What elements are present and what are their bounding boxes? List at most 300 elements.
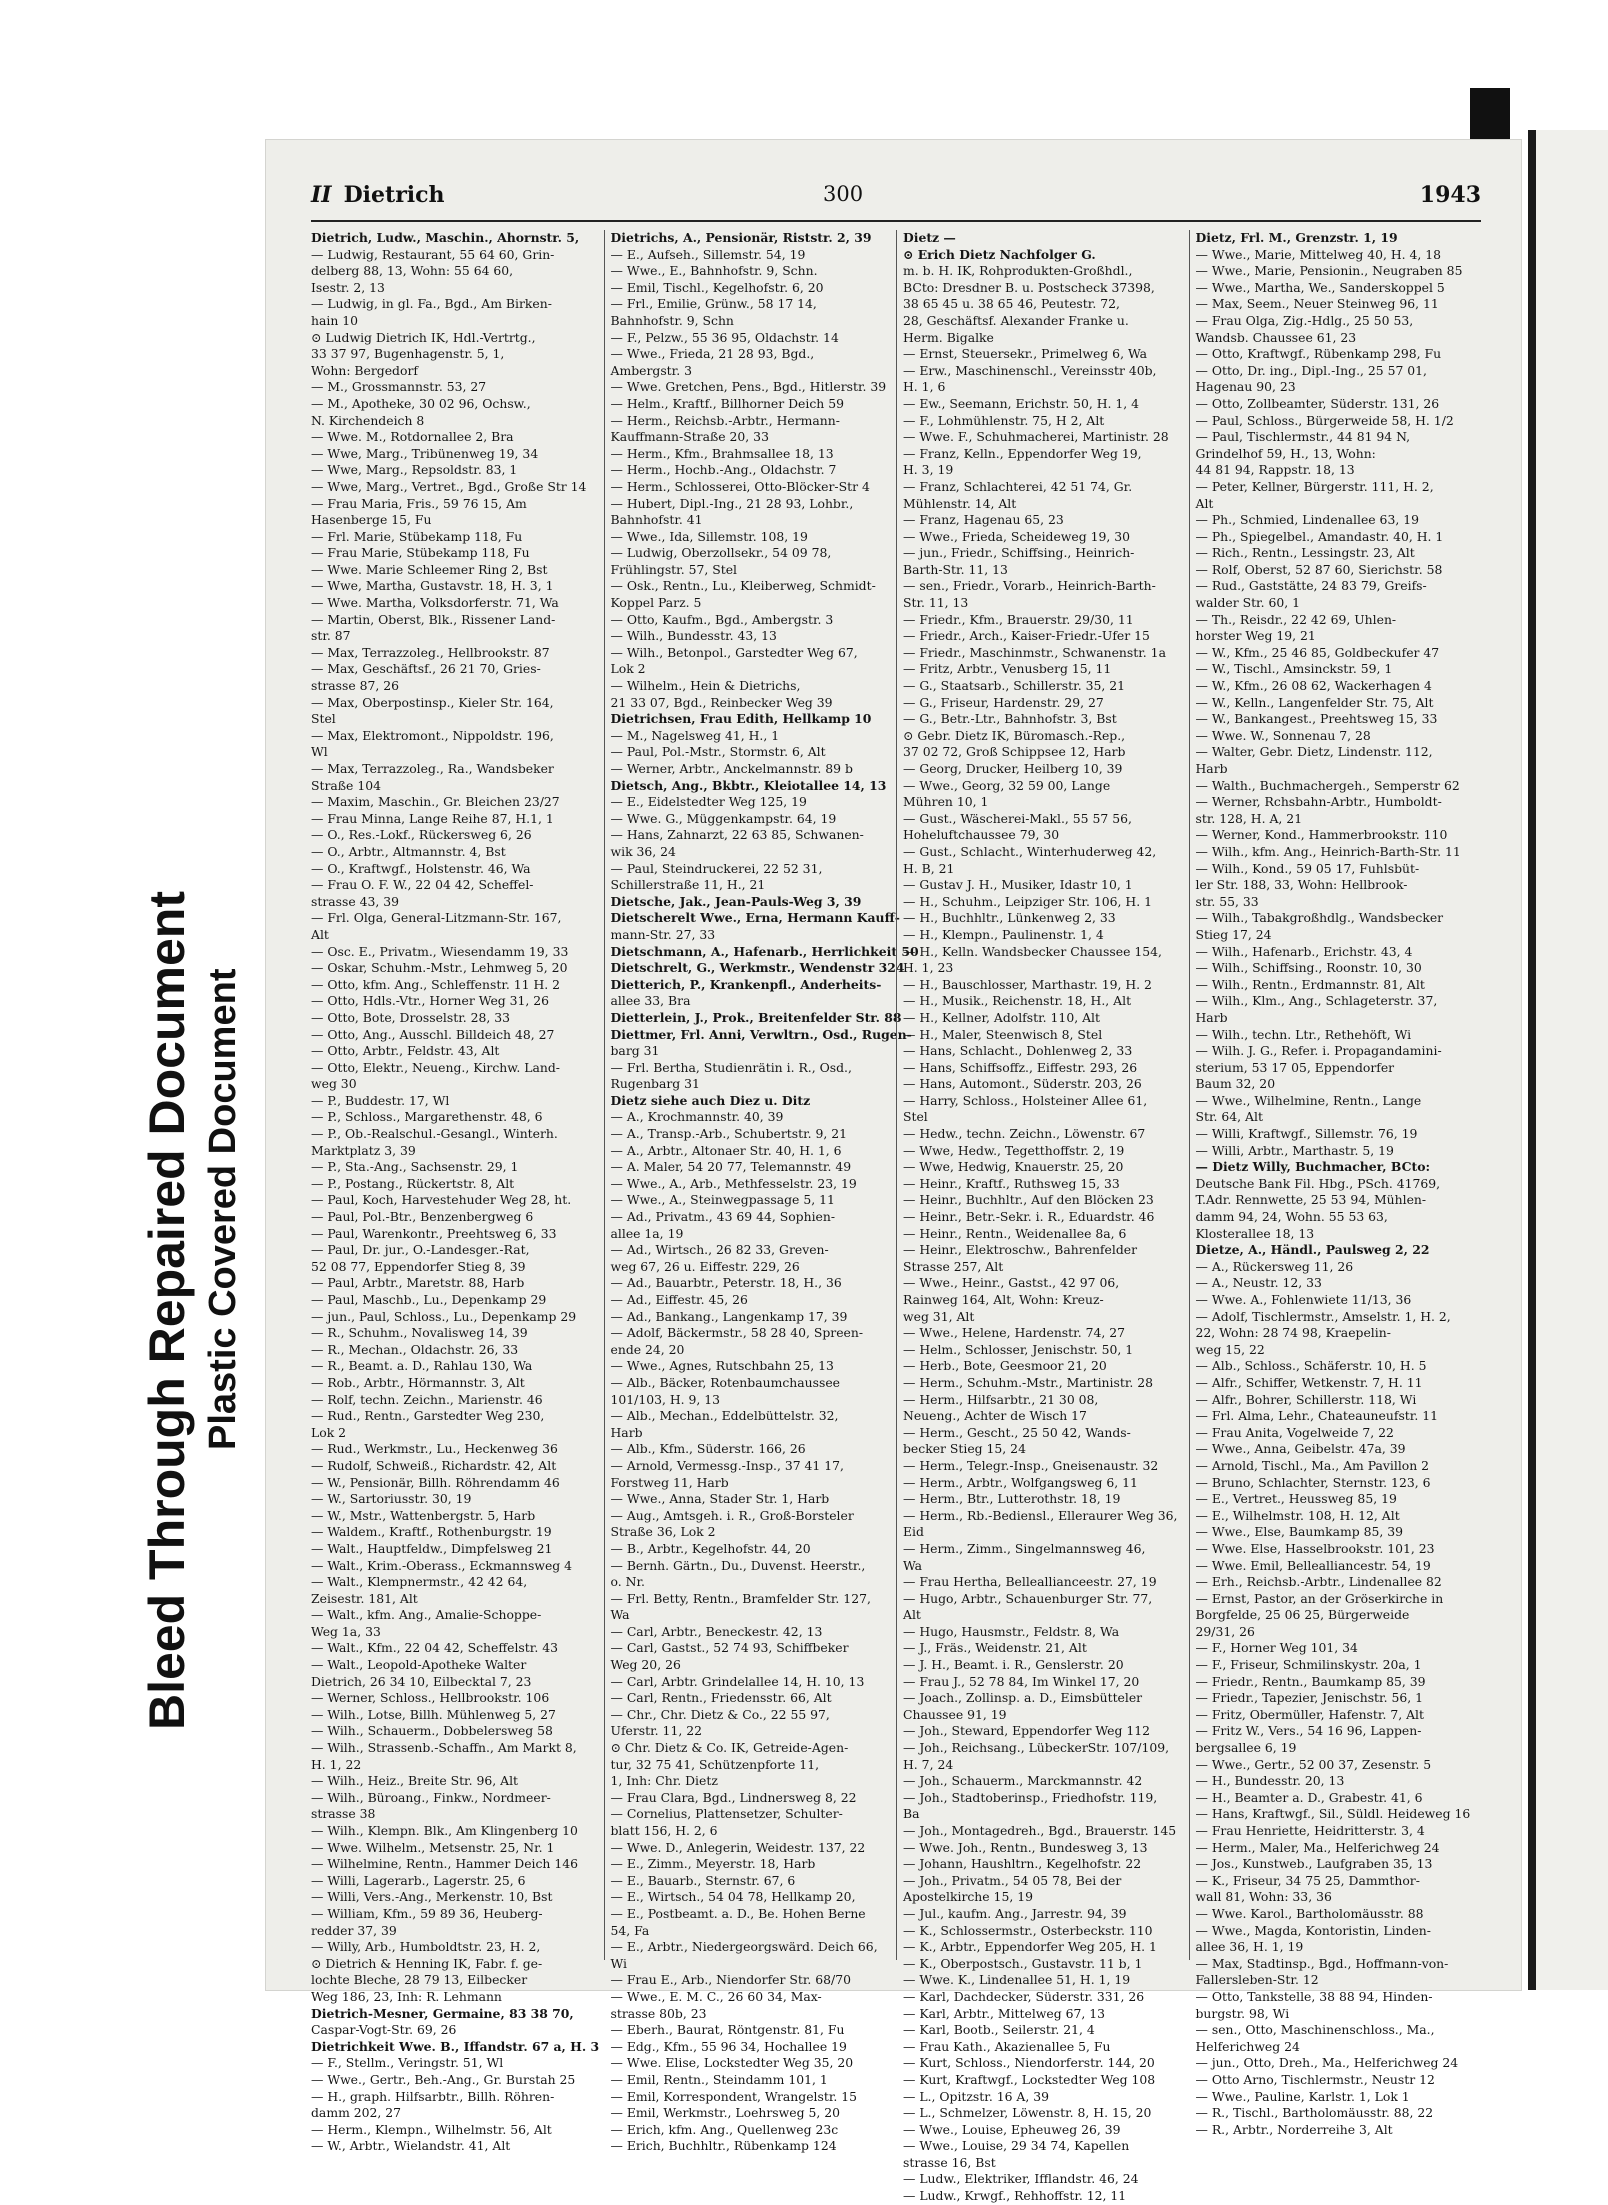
directory-entry: — Rud., Werkmstr., Lu., Heckenweg 36 [311,1441,558,1457]
directory-entry: — Heinr., Buchhltr., Auf den Blöcken 23 [903,1192,1154,1208]
running-head [311,182,445,208]
directory-entry: — Th., Reisdr., 22 42 69, Uhlen- [1195,611,1397,627]
directory-entry: — Paul, Warenkontr., Preehtsweg 6, 33 [311,1225,557,1241]
running-head-name: Dietrich [343,182,445,208]
directory-entry: — Wwe., A., Arb., Methfesselstr. 23, 19 [610,1175,857,1191]
directory-entry: — Herm., Klempn., Wilhelmstr. 56, Alt [311,2121,552,2137]
directory-entry: 21 33 07, Bgd., Reinbecker Weg 39 [610,694,833,710]
directory-entry: — Otto Arno, Tischlermstr., Neustr 12 [1195,2071,1435,2087]
directory-entry: Chaussee 91, 19 [903,1706,1007,1722]
directory-entry: Wl [311,744,328,760]
directory-entry: — Wilh., Bundesstr. 43, 13 [610,628,777,644]
directory-entry: — sen., Otto, Maschinenschloss., Ma., [1195,2022,1435,2038]
directory-entry: — Wwe., Anna, Stader Str. 1, Harb [610,1491,830,1507]
directory-entry: — Wwe., A., Steinwegpassage 5, 11 [610,1192,835,1208]
directory-entry: — Emil, Korrespondent, Wrangelstr. 15 [610,2088,858,2104]
directory-entry: burgstr. 98, Wi [1195,2005,1290,2021]
directory-entry: Weg 20, 26 [610,1657,681,1673]
directory-entry: — Frau Minna, Lange Reihe 87, H.1, 1 [311,810,554,826]
directory-entry: — Alb., Kfm., Süderstr. 166, 26 [610,1441,806,1457]
directory-entry: Koppel Parz. 5 [610,595,702,611]
directory-entry: sterium, 53 17 05, Eppendorfer [1195,1059,1395,1075]
directory-entry: — Frau J., 52 78 84, Im Winkel 17, 20 [903,1673,1140,1689]
directory-entry: ⊙ Erich Dietz Nachfolger G. [903,246,1096,262]
directory-entry: — Wwe. D., Anlegerin, Weidestr. 137, 22 [610,1839,866,1855]
directory-entry: strasse 43, 39 [311,893,400,909]
directory-entry: — Karl, Bootb., Seilerstr. 21, 4 [903,2022,1095,2038]
directory-entry: — Joh., Privatm., 54 05 78, Bei der [903,1872,1122,1888]
directory-entry: — Wilh., Klempn. Blk., Am Klingenberg 10 [311,1823,578,1838]
directory-entry: — Herm., Maler, Ma., Helferichweg 24 [1195,1839,1440,1855]
directory-entry: — Heinr., Kraftf., Ruthsweg 15, 33 [903,1175,1120,1191]
directory-entry: allee 36, H. 1, 19 [1195,1939,1304,1955]
directory-entry: — R., Mechan., Oldachstr. 26, 33 [311,1341,519,1357]
directory-entry: H. 1, 6 [903,379,946,395]
directory-entry: — Edg., Kfm., 55 96 34, Hochallee 19 [610,2038,847,2054]
directory-entry: — Frau Hertha, Belleallianceestr. 27, 19 [903,1574,1157,1590]
directory-entry: — Carl, Arbtr., Beneckestr. 42, 13 [610,1623,823,1639]
directory-entry: ⊙ Gebr. Dietz IK, Büromasch.-Rep., [903,727,1126,743]
directory-entry: — L., Opitzstr. 16 A, 39 [903,2088,1050,2104]
column-2 [604,230,919,2154]
directory-entry: — O., Kraftwgf., Holstenstr. 46, Wa [311,860,531,876]
directory-entry: — Alfr., Bohrer, Schillerstr. 118, Wi [1195,1391,1417,1407]
directory-entry: — Fritz W., Vers., 54 16 96, Lappen- [1195,1723,1422,1739]
directory-entry: — Frl., Emilie, Grünw., 58 17 14, [610,296,817,312]
directory-entry: — Wwe., Gertr., Beh.-Ang., Gr. Burstah 25 [311,2071,576,2087]
directory-entry: — W., Arbtr., Wielandstr. 41, Alt [311,2138,511,2154]
directory-entry: — Otto, Dr. ing., Dipl.-Ing., 25 57 01, [1195,362,1428,378]
directory-entry: — Wilh., techn. Ltr., Rethehöft, Wi [1195,1026,1412,1042]
directory-entry: — Frl. Alma, Lehr., Chateauneufstr. 11 [1195,1408,1438,1424]
directory-entry: — Herm., Schuhm.-Mstr., Martinistr. 28 [903,1374,1154,1390]
directory-entry: — E., Eidelstedter Weg 125, 19 [610,794,807,810]
directory-entry: — Gust., Schlacht., Winterhuderweg 42, [903,843,1157,859]
directory-entry: — Karl, Dachdecker, Süderstr. 331, 26 [903,1988,1145,2004]
directory-entry: — Otto, Kraftwgf., Rübenkamp 298, Fu [1195,346,1442,362]
directory-entry: — Otto, Elektr., Neueng., Kirchw. Land- [311,1059,560,1075]
directory-entry: H. 1, 22 [311,1756,362,1772]
directory-entry: Alt [1195,495,1214,511]
directory-entry: — Max, Terrazzoleg., Hellbrookstr. 87 [311,644,550,660]
directory-entry: — Wwe. Wilhelm., Metsenstr. 25, Nr. 1 [311,1839,555,1855]
directory-entry: — Joh., Montagedreh., Bgd., Brauerstr. 145 [903,1823,1177,1838]
directory-entry: — Otto, Bote, Drosselstr. 28, 33 [311,1009,511,1025]
directory-entry: — Rud., Rentn., Garstedter Weg 230, [311,1408,545,1424]
directory-entry: — F., Pelzw., 55 36 95, Oldachstr. 14 [610,329,839,345]
directory-entry: — Herm., Hilfsarbtr., 21 30 08, [903,1391,1099,1407]
directory-entry: Rainweg 164, Alt, Wohn: Kreuz- [903,1292,1104,1307]
directory-entry: — A., Krochmannstr. 40, 39 [610,1109,784,1125]
directory-entry: — Adolf, Bäckermstr., 58 28 40, Spreen- [610,1325,864,1341]
directory-entry: — Harry, Schloss., Holsteiner Allee 61, [903,1092,1148,1108]
directory-entry: — P., Sta.-Ang., Sachsenstr. 29, 1 [311,1159,519,1175]
directory-entry: — Bernh. Gärtn., Du., Duvenst. Heerstr., [610,1557,866,1573]
directory-entry: — H., Bundesstr. 20, 13 [1195,1773,1345,1789]
directory-entry: — Paul, Schloss., Bürgerweide 58, H. 1/2 [1195,412,1454,428]
directory-entry: — W., Bankangest., Preehtsweg 15, 33 [1195,711,1438,727]
directory-entry: H. 1, 23 [903,960,954,976]
directory-entry: weg 15, 22 [1195,1341,1265,1357]
directory-entry: — jun., Otto, Dreh., Ma., Helferichweg 24 [1195,2055,1459,2071]
directory-entry: — Max, Oberpostinsp., Kieler Str. 164, [311,694,554,710]
directory-entry: — F., Lohmühlenstr. 75, H 2, Alt [903,412,1105,428]
directory-entry: — Wwe. W., Sonnenau 7, 28 [1195,727,1371,743]
directory-entry: — Willi, Vers.-Ang., Merkenstr. 10, Bst [311,1889,553,1905]
directory-entry: — Wwe. Else, Hasselbrookstr. 101, 23 [1195,1540,1435,1556]
directory-entry: — Ad., Wirtsch., 26 82 33, Greven- [610,1242,829,1258]
directory-entry: — Max, Stadtinsp., Bgd., Hoffmann-von- [1195,1955,1449,1971]
directory-entry: — Hans, Kraftwgf., Sil., Süldl. Heideweg 16 [1195,1806,1471,1822]
directory-entry: — Max, Terrazzoleg., Ra., Wandsbeker [311,761,554,776]
directory-entry: — Wwe. Elise, Lockstedter Weg 35, 20 [610,2055,854,2071]
directory-entry: — Wilh., Kond., 59 05 17, Fuhlsbüt- [1195,860,1420,876]
directory-entry: lochte Bleche, 28 79 13, Eilbecker [311,1972,528,1988]
directory-entry: ler Str. 188, 33, Wohn: Hellbrook- [1195,877,1408,893]
directory-entry: Harb [610,1424,643,1440]
directory-entry: — Wwe. M., Rotdornallee 2, Bra [311,429,514,445]
directory-entry: — M., Nagelsweg 41, H., 1 [610,727,780,743]
directory-entry: Dietscherelt Wwe., Erna, Hermann Kauff- [610,910,900,926]
directory-entry: — Frau Maria, Fris., 59 76 15, Am [311,495,527,511]
directory-entry: — Heinr., Elektroschw., Bahrenfelder [903,1242,1138,1258]
directory-entry: — Wilh., Rentn., Erdmannstr. 81, Alt [1195,976,1425,992]
directory-entry: str. 87 [311,628,351,644]
directory-entry: Dietz, Frl. M., Grenzstr. 1, 19 [1195,230,1398,245]
directory-entry: — R., Schuhm., Novalisweg 14, 39 [311,1325,528,1341]
directory-entry: — A. Maler, 54 20 77, Telemannstr. 49 [610,1159,852,1175]
directory-entry: — Hugo, Hausmstr., Feldstr. 8, Wa [903,1623,1120,1639]
directory-entry: — E., Postbeamt. a. D., Be. Hohen Berne [610,1905,866,1921]
directory-entry: 44 81 94, Rappstr. 18, 13 [1195,462,1355,478]
directory-entry: — Wwe, Hedw., Tegetthoffstr. 2, 19 [903,1142,1125,1158]
directory-entry: Harb [1195,761,1228,776]
directory-entry: Borgfelde, 25 06 25, Bürgerweide [1195,1607,1410,1623]
directory-entry: — Hugo, Arbtr., Schauenburger Str. 77, [903,1590,1153,1606]
directory-entry: — Wwe., Agnes, Rutschbahn 25, 13 [610,1358,834,1374]
directory-entry: — Carl, Rentn., Friedensstr. 66, Alt [610,1690,832,1706]
directory-entry: Dietrich, Ludw., Maschin., Ahornstr. 5, [311,230,580,245]
directory-entry: 22, Wohn: 28 74 98, Kraepelin- [1195,1325,1391,1341]
directory-entry: Herm. Bigalke [903,329,994,345]
directory-entry: bergsallee 6, 19 [1195,1740,1297,1756]
directory-entry: weg 30 [311,1076,357,1092]
directory-entry: — W., Mstr., Wattenbergstr. 5, Harb [311,1507,536,1523]
directory-entry: — A., Neustr. 12, 33 [1195,1275,1322,1291]
directory-entry: — Franz, Hagenau 65, 23 [903,512,1064,528]
directory-entry: — G., Betr.-Ltr., Bahnhofstr. 3, Bst [903,711,1117,727]
directory-entry: — Jul., kaufm. Ang., Jarrestr. 94, 39 [903,1905,1127,1921]
directory-entry: Dietrichsen, Frau Edith, Hellkamp 10 [610,711,872,727]
directory-entry: Uferstr. 11, 22 [610,1723,702,1739]
directory-entry: wik 36, 24 [610,843,676,859]
plastic-covered-stamp: Plastic Covered Document [202,968,244,1450]
directory-entry: — Gustav J. H., Musiker, Idastr 10, 1 [903,877,1133,893]
directory-entry: — Frau Clara, Bgd., Lindnersweg 8, 22 [610,1789,857,1805]
page-year: 1943 [1419,182,1481,208]
column-3 [896,230,1189,2204]
directory-entry: — Alfr., Schiffer, Wetkenstr. 7, H. 11 [1195,1374,1423,1390]
directory-entry: weg 67, 26 u. Eiffestr. 229, 26 [610,1258,800,1274]
directory-entry: — E., Wilhelmstr. 108, H. 12, Alt [1195,1507,1400,1523]
directory-entry: — Ew., Seemann, Erichstr. 50, H. 1, 4 [903,395,1140,411]
directory-entry: Dietterlein, J., Prok., Breitenfelder Str. 88 [610,1009,902,1025]
directory-entry: 1, Inh: Chr. Dietz [610,1773,718,1789]
directory-entry: Strasse 257, Alt [903,1258,1004,1274]
directory-entry: — Rob., Arbtr., Hörmannstr. 3, Alt [311,1374,525,1390]
directory-entry: — Heinr., Betr.-Sekr. i. R., Eduardstr. 46 [903,1209,1155,1225]
directory-entry: — Otto, Arbtr., Feldstr. 43, Alt [311,1043,500,1059]
directory-entry: — Arnold, Vermessg.-Insp., 37 41 17, [610,1457,844,1473]
directory-entry: — Max, Elektromont., Nippoldstr. 196, [311,727,554,743]
directory-entry: 29/31, 26 [1195,1623,1255,1639]
scan-shadow [1470,88,1510,140]
directory-entry: Lok 2 [311,1424,347,1440]
directory-entry: — Frau E., Arb., Niendorfer Str. 68/70 [610,1972,851,1988]
directory-entry: H. B, 21 [903,860,955,876]
directory-entry: Dietrichs, A., Pensionär, Riststr. 2, 39 [610,230,872,245]
directory-entry: — Wilh., Strassenb.-Schaffn., Am Markt 8, [311,1740,577,1756]
directory-entry: Dietschrelt, G., Werkmstr., Wendenstr 324 [610,960,905,976]
directory-entry: — Otto, Kaufm., Bgd., Ambergstr. 3 [610,611,834,627]
directory-entry: — Frl. Betty, Rentn., Bramfelder Str. 127, [610,1590,871,1606]
directory-entry: Deutsche Bank Fil. Hbg., PSch. 41769, [1195,1175,1441,1191]
directory-entry: — Willi, Arbtr., Marthastr. 5, 19 [1195,1142,1394,1158]
directory-entry: — Rudolf, Schweiß., Richardstr. 42, Alt [311,1457,557,1473]
directory-entry: — Wwe., E. M. C., 26 60 34, Max- [610,1988,822,2004]
directory-entry: — Ludw., Elektriker, Ifflandstr. 46, 24 [903,2171,1139,2187]
directory-entry: str. 55, 33 [1195,893,1259,909]
directory-entry: — Wwe., Marie, Pensionin., Neugraben 85 [1195,263,1463,279]
directory-entry: — Helm., Kraftf., Billhorner Deich 59 [610,395,844,411]
directory-entry: — Paul, Pol.-Btr., Benzenbergweg 6 [311,1209,534,1225]
directory-entry: — E., Wirtsch., 54 04 78, Hellkamp 20, [610,1889,856,1905]
directory-entry: Marktplatz 3, 39 [311,1142,416,1158]
directory-entry: — Paul, Arbtr., Maretstr. 88, Harb [311,1275,525,1291]
directory-entry: — Wwe. Karol., Bartholomäusstr. 88 [1195,1905,1424,1921]
directory-entry: — Wilh., Schiffsing., Roonstr. 10, 30 [1195,960,1422,976]
directory-entry: Dietschmann, A., Hafenarb., Herrlichkeit 50 [610,943,919,959]
directory-entry: — Fritz, Obermüller, Hafenstr. 7, Alt [1195,1706,1424,1722]
directory-entry: 101/103, H. 9, 13 [610,1391,721,1407]
directory-entry: 33 37 97, Bugenhagenstr. 5, 1, [311,346,505,362]
directory-entry: — Wilh. J. G., Refer. i. Propagandamini- [1195,1043,1442,1059]
directory-entry: — Werner, Rchsbahn-Arbtr., Humboldt- [1195,794,1442,810]
directory-entry: Ba [903,1806,920,1822]
directory-entry: — M., Apotheke, 30 02 96, Ochsw., [311,395,531,411]
directory-entry: — Herm., Zimm., Singelmannsweg 46, [903,1540,1146,1556]
directory-entry: Hoheluftchaussee 79, 30 [903,827,1060,843]
directory-entry: — H., Beamter a. D., Grabestr. 41, 6 [1195,1789,1423,1805]
directory-entry: — Paul, Koch, Harvestehuder Weg 28, ht. [311,1192,572,1208]
directory-entry: Frühlingstr. 57, Stel [610,561,738,577]
directory-entry: — Kurt, Kraftwgf., Lockstedter Weg 108 [903,2071,1156,2087]
header-rule [311,220,1481,222]
directory-entry: Schillerstraße 11, H., 21 [610,877,766,893]
directory-entry: — Hubert, Dipl.-Ing., 21 28 93, Lohbr., [610,495,854,511]
directory-entry: Stel [311,711,336,727]
directory-entry: — Wwe., Ida, Sillemstr. 108, 19 [610,528,808,544]
directory-entry: — Wilhelmine, Rentn., Hammer Deich 146 [311,1856,578,1872]
directory-entry: — Herm., Kfm., Brahmsallee 18, 13 [610,445,834,461]
directory-entry: ⊙ Dietrich & Henning IK, Fabr. f. ge- [311,1955,543,1971]
directory-entry: — Frl. Bertha, Studienrätin i. R., Osd., [610,1059,852,1075]
directory-entry: — Wwe., Heinr., Gastst., 42 97 06, [903,1275,1120,1291]
directory-entry: — Wilh., Lotse, Billh. Mühlenweg 5, 27 [311,1706,556,1722]
directory-entry: m. b. H. IK, Rohprodukten-Großhdl., [903,263,1133,279]
directory-entry: Klosterallee 18, 13 [1195,1225,1315,1241]
directory-entry: Str. 11, 13 [903,595,969,611]
directory-entry: str. 128, H. A, 21 [1195,810,1303,826]
directory-entry: N. Kirchendeich 8 [311,412,425,428]
directory-entry: Weg 1a, 33 [311,1623,381,1639]
directory-entry: Dietterich, P., Krankenpfl., Anderheits- [610,976,882,992]
directory-entry: Str. 64, Alt [1195,1109,1263,1125]
directory-entry: — Friedr., Kfm., Brauerstr. 29/30, 11 [903,611,1134,627]
directory-entry: — Paul, Dr. jur., O.-Landesger.-Rat, [311,1242,530,1258]
directory-entry: Dietsch, Ang., Bkbtr., Kleiotallee 14, 13 [610,777,887,793]
directory-entry: — Oskar, Schuhm.-Mstr., Lehmweg 5, 20 [311,960,568,976]
directory-entry: ende 24, 20 [610,1341,685,1357]
directory-entry: Alt [311,926,329,942]
directory-entry: — Max, Geschäftsf., 26 21 70, Gries- [311,661,541,677]
directory-entry: strasse 38 [311,1806,376,1822]
directory-entry: — Wilh., Büroang., Finkw., Nordmeer- [311,1789,551,1805]
directory-entry: — Erh., Reichsb.-Arbtr., Lindenallee 82 [1195,1574,1442,1590]
directory-entry: — Erich, kfm. Ang., Quellenweg 23c [610,2121,839,2137]
directory-entry: — G., Friseur, Hardenstr. 29, 27 [903,694,1104,710]
directory-entry: — Wwe., Anna, Geibelstr. 47a, 39 [1195,1441,1406,1457]
directory-entry: Isestr. 2, 13 [311,279,385,295]
directory-entry: — E., Zimm., Meyerstr. 18, Harb [610,1856,816,1872]
directory-entry: — Frau Anita, Vogelweide 7, 22 [1195,1424,1394,1440]
directory-entry: — P., Postang., Rückertstr. 8, Alt [311,1175,515,1191]
directory-entry: Zeisestr. 181, Alt [311,1590,418,1606]
directory-entry: — Wwe. K., Lindenallee 51, H. 1, 19 [903,1972,1131,1988]
directory-entry: — Herm., Telegr.-Insp., Gneisenaustr. 32 [903,1457,1159,1473]
directory-entry: — W., Kfm., 25 46 85, Goldbeckufer 47 [1195,644,1440,660]
directory-entry: — Hans, Zahnarzt, 22 63 85, Schwanen- [610,827,864,843]
directory-entry: — Frl. Marie, Stübekamp 118, Fu [311,528,523,544]
directory-entry: — Joach., Zollinsp. a. D., Eimsbütteler [903,1690,1143,1706]
directory-entry: — Ad., Eiffestr. 45, 26 [610,1292,748,1307]
directory-entry: — Wilh., Hafenarb., Erichstr. 43, 4 [1195,943,1413,959]
directory-entry: — H., Bauschlosser, Marthastr. 19, H. 2 [903,976,1152,992]
directory-entry: 28, Geschäftsf. Alexander Franke u. [903,312,1129,328]
directory-entry: — Carl, Arbtr. Grindelallee 14, H. 10, 13 [610,1673,865,1689]
directory-entry: Grindelhof 59, H., 13, Wohn: [1195,445,1376,461]
directory-entry: — Kurt, Schloss., Niendorferstr. 144, 20 [903,2055,1155,2071]
directory-entry: — H., Maler, Steenwisch 8, Stel [903,1026,1103,1042]
directory-entry: — Wwe., E., Bahnhofstr. 9, Schn. [610,263,818,279]
directory-entry: — L., Schmelzer, Löwenstr. 8, H. 15, 20 [903,2105,1152,2121]
directory-entry: Wa [610,1607,630,1623]
directory-entry: Dietrich-Mesner, Germaine, 83 38 70, [311,2005,574,2021]
directory-entry: — Wwe. Martha, Volksdorferstr. 71, Wa [311,595,559,611]
directory-entry: — W., Kfm., 26 08 62, Wackerhagen 4 [1195,678,1432,694]
directory-entry: — Martin, Oberst, Blk., Rissener Land- [311,611,556,627]
directory-entry: — Otto, Hdls.-Vtr., Horner Weg 31, 26 [311,993,550,1009]
directory-entry: walder Str. 60, 1 [1195,595,1301,611]
directory-entry: — Wwe., Marie, Mittelweg 40, H. 4, 18 [1195,246,1442,262]
directory-entry: ⊙ Chr. Dietz & Co. IK, Getreide-Agen- [610,1740,849,1756]
directory-entry: — Wilh., Tabakgroßhdlg., Wandsbecker [1195,910,1444,926]
directory-entry: — R., Tischl., Bartholomäusstr. 88, 22 [1195,2105,1434,2121]
directory-entry: — Walt., Leopold-Apotheke Walter [311,1657,527,1673]
directory-entry: — Ludw., Krwgf., Rehhoffstr. 12, 11 [903,2188,1127,2204]
directory-entry: — Willi, Kraftwgf., Sillemstr. 76, 19 [1195,1126,1418,1142]
directory-entry: allee 33, Bra [610,993,691,1009]
directory-entry: — Werner, Arbtr., Anckelmannstr. 89 b [610,761,853,776]
directory-entry: damm 202, 27 [311,2105,402,2121]
directory-entry: — Wwe., Gertr., 52 00 37, Zesenstr. 5 [1195,1756,1432,1772]
directory-entry: — Walt., kfm. Ang., Amalie-Schoppe- [311,1607,542,1623]
directory-entry: Weg 186, 23, Inh: R. Lehmann [311,1988,502,2004]
directory-entry: — Wilhelm., Hein & Dietrichs, [610,678,801,694]
page-header [311,182,1481,218]
directory-entry: — Peter, Kellner, Bürgerstr. 111, H. 2, [1195,478,1434,494]
directory-entry: — Otto, Tankstelle, 38 88 94, Hinden- [1195,1988,1433,2004]
directory-entry: Hagenau 90, 23 [1195,379,1296,395]
directory-entry: — F., Horner Weg 101, 34 [1195,1640,1358,1656]
directory-entry: Wohn: Bergedorf [311,362,418,378]
directory-entry: — Werner, Schloss., Hellbrookstr. 106 [311,1690,550,1706]
directory-entry: — Walt., Kfm., 22 04 42, Scheffelstr. 43 [311,1640,558,1656]
directory-entry: — O., Arbtr., Altmannstr. 4, Bst [311,843,506,859]
directory-entry: — Wilh., Klm., Ang., Schlageterstr. 37, [1195,993,1438,1009]
directory-entry: — Wwe., Wilhelmine, Rentn., Lange [1195,1092,1422,1108]
directory-entry: — Paul, Tischlermstr., 44 81 94 N, [1195,429,1411,445]
directory-entry: 54, Fa [610,1922,650,1938]
adjacent-page-edge [1528,130,1608,1990]
directory-entry: — Rolf, techn. Zeichn., Marienstr. 46 [311,1391,543,1407]
directory-entry: — Helm., Schlosser, Jenischstr. 50, 1 [903,1341,1134,1357]
directory-entry: — Wwe. A., Fohlenwiete 11/13, 36 [1195,1292,1412,1307]
directory-entry: — W., Sartoriusstr. 30, 19 [311,1491,472,1507]
directory-entry: — Wwe. Marie Schleemer Ring 2, Bst [311,561,548,577]
directory-entry: — Ludwig, Oberzollsekr., 54 09 78, [610,545,832,561]
directory-entry: — W., Pensionär, Billh. Röhrendamm 46 [311,1474,560,1490]
directory-entry: Dietz — [903,230,956,245]
column-1 [311,230,604,2154]
directory-entry: Forstweg 11, Harb [610,1474,729,1490]
page-number: 300 [823,182,864,206]
directory-entry: — H., Schuhm., Leipziger Str. 106, H. 1 [903,893,1152,909]
directory-entry: — A., Arbtr., Altonaer Str. 40, H. 1, 6 [610,1142,842,1158]
directory-entry: 37 02 72, Groß Schippsee 12, Harb [903,744,1126,760]
directory-entry: — Otto, Ang., Ausschl. Billdeich 48, 27 [311,1026,555,1042]
directory-entry: — Ph., Spiegelbel., Amandastr. 40, H. 1 [1195,528,1444,544]
directory-entry: — Osc. E., Privatm., Wiesendamm 19, 33 [311,943,569,959]
directory-entry: — P., Buddestr. 17, Wl [311,1092,450,1108]
directory-entry: — Friedr., Tapezier, Jenischstr. 56, 1 [1195,1690,1423,1706]
directory-entry: redder 37, 39 [311,1922,397,1938]
directory-columns [311,230,1481,2204]
directory-entry: Lok 2 [610,661,646,677]
directory-entry: Bahnhofstr. 9, Schn [610,312,734,328]
directory-entry: — R., Beamt. a. D., Rahlau 130, Wa [311,1358,533,1374]
directory-entry: — G., Staatsarb., Schillerstr. 35, 21 [903,678,1125,694]
directory-entry: — Herm., Rb.-Bediensl., Elleraurer Weg 36, [903,1507,1178,1523]
directory-entry: — Friedr., Maschinmstr., Schwanenstr. 1a [903,644,1166,660]
directory-entry: — Paul, Pol.-Mstr., Stormstr. 6, Alt [610,744,826,760]
directory-entry: Mühren 10, 1 [903,794,989,810]
directory-entry: — Walth., Buchmachergeh., Semperstr 62 [1195,777,1460,793]
directory-entry: — Herm., Reichsb.-Arbtr., Hermann- [610,412,840,428]
directory-entry: — Hans, Automont., Süderstr. 203, 26 [903,1076,1142,1092]
column-4 [1189,230,1482,2137]
directory-entry: — K., Friseur, 34 75 25, Dammthor- [1195,1872,1420,1888]
